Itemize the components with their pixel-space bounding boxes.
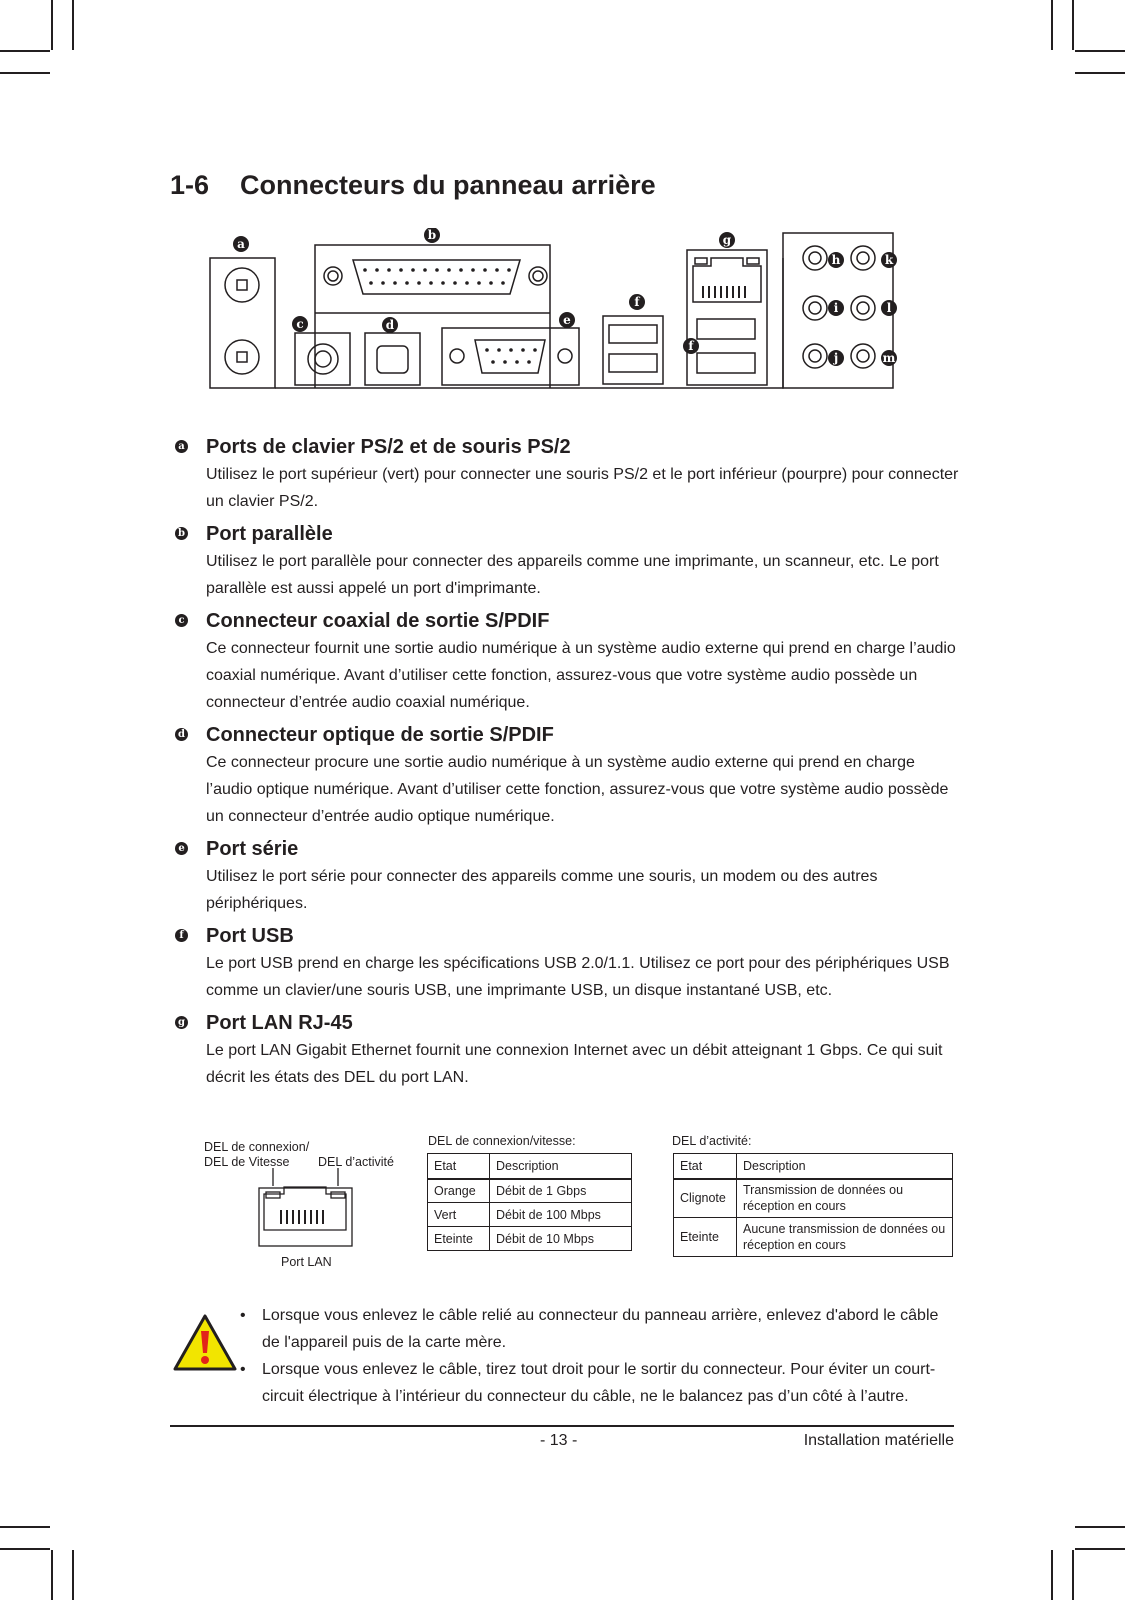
header-cell: Etat <box>674 1154 737 1179</box>
connector-sections <box>170 434 960 1097</box>
section-a <box>170 434 960 515</box>
activity-led-table <box>673 1153 953 1257</box>
bullet-icon: a <box>175 440 188 453</box>
parallel-port-icon <box>324 260 547 294</box>
warning-notes <box>240 1302 960 1410</box>
section-body: Ce connecteur procure une sortie audio numérique à un système audio externe qui prend en charge l’audio optique numérique. Avant d’utiliser cette fonction, assurez-vous que votre système audio possède un connecteur d’entrée audio optique numérique. <box>206 754 949 825</box>
svg-text:i: i <box>833 301 839 315</box>
table-cell: Orange <box>428 1179 490 1203</box>
svg-text:c: c <box>296 317 304 331</box>
section-body: Ce connecteur fournit une sortie audio numérique à un système audio externe qui prend en charge l’audio coaxial numérique. Avant d’utiliser cette fonction, assurez-vous que votre système audio possède un connecteur d’entrée audio coaxial numérique. <box>206 640 956 711</box>
svg-text:h: h <box>831 253 841 267</box>
label-b <box>424 228 440 243</box>
usb-ports-icon <box>603 316 663 384</box>
section-heading: Port LAN RJ-45 <box>206 1012 353 1034</box>
bullet-icon: b <box>175 527 188 540</box>
page-number: - 13 - <box>540 1432 578 1449</box>
warning-note: • Lorsque vous enlevez le câble relié au connecteur du panneau arrière, enlevez d'abord le câble de l'appareil puis de la carte mère. <box>240 1302 960 1356</box>
section-g <box>170 1010 960 1091</box>
bullet-icon: c <box>175 614 188 627</box>
activity-table-title: DEL d’activité: <box>672 1134 752 1148</box>
svg-text:a: a <box>237 237 245 251</box>
spdif-coaxial-icon <box>295 333 350 385</box>
svg-text:d: d <box>385 318 395 332</box>
svg-text:j: j <box>833 351 839 365</box>
table-row <box>428 1179 632 1203</box>
section-body: Utilisez le port supérieur (vert) pour connecter une souris PS/2 et le port inférieur (pourpre) pour connecter un clavier PS/2. <box>206 466 959 510</box>
cell-line: Aucune transmission de données ou <box>743 1222 946 1236</box>
footer-rule <box>170 1425 954 1427</box>
table-cell: Eteinte <box>428 1227 490 1251</box>
label-i <box>828 300 844 316</box>
svg-text:f: f <box>634 295 640 309</box>
cell-line: réception en cours <box>743 1199 846 1214</box>
label-k <box>881 252 897 268</box>
table-cell: Débit de 10 Mbps <box>490 1227 632 1251</box>
header-cell: Etat <box>428 1154 490 1179</box>
section-c <box>170 608 960 716</box>
table-row <box>674 1218 953 1257</box>
label-d <box>382 317 398 333</box>
bullet-icon: f <box>175 929 188 942</box>
table-cell: Vert <box>428 1203 490 1227</box>
bullet-icon: g <box>175 1016 188 1029</box>
svg-text:m: m <box>882 351 896 365</box>
speed-led-table <box>427 1153 632 1251</box>
svg-text:g: g <box>722 233 732 247</box>
lan-link-led-label-2: DEL de Vitesse <box>204 1155 290 1169</box>
header-cell: Description <box>490 1154 632 1179</box>
svg-text:l: l <box>886 301 892 315</box>
section-body: Le port USB prend en charge les spécifications USB 2.0/1.1. Utilisez ce port pour des périphériques USB comme un clavier/une souris USB, une imprimante USB, un disque instantané USB, etc. <box>206 955 950 999</box>
label-f2 <box>683 338 699 354</box>
section-heading: Connecteur coaxial de sortie S/PDIF <box>206 610 550 632</box>
table-row <box>674 1179 953 1218</box>
label-g <box>719 232 735 248</box>
table-cell: Clignote <box>674 1179 737 1218</box>
svg-text:e: e <box>563 313 571 327</box>
label-l <box>881 300 897 316</box>
section-heading: Port USB <box>206 925 294 947</box>
svg-text:f: f <box>688 339 694 353</box>
cell-line: réception en cours <box>743 1238 846 1252</box>
page-title: Connecteurs du panneau arrière <box>240 170 656 200</box>
serial-port-icon <box>442 328 579 385</box>
lan-activity-led-label: DEL d’activité <box>318 1155 394 1169</box>
table-row <box>428 1227 632 1251</box>
svg-text:b: b <box>427 228 437 242</box>
lan-link-led-label-1: DEL de connexion/ <box>204 1140 310 1154</box>
warning-triangle-icon <box>172 1313 238 1373</box>
bullet-icon: d <box>175 728 188 741</box>
speed-table-title: DEL de connexion/vitesse: <box>428 1134 576 1148</box>
section-body: Utilisez le port série pour connecter des appareils comme une souris, un modem ou des autres périphériques. <box>206 868 878 912</box>
section-heading: Port série <box>206 838 299 860</box>
section-body: Utilisez le port parallèle pour connecter des appareils comme une imprimante, un scanneur, etc. Le port parallèle est aussi appelé un port d'imprimante. <box>206 553 939 597</box>
table-cell: Eteinte <box>674 1218 737 1257</box>
lan-usb-stack-icon <box>687 250 767 385</box>
section-number: 1-6 <box>170 170 210 200</box>
table-cell <box>737 1179 953 1218</box>
spdif-optical-icon <box>365 333 420 385</box>
section-e <box>170 836 960 917</box>
section-b <box>170 521 960 602</box>
lan-port-caption: Port LAN <box>281 1255 332 1269</box>
table-header-row <box>674 1154 953 1179</box>
label-a <box>233 236 249 252</box>
section-body: Le port LAN Gigabit Ethernet fournit une connexion Internet avec un débit atteignant 1 Gbps. Ce qui suit décrit les états des DEL du port LAN. <box>206 1042 943 1086</box>
table-cell: Débit de 100 Mbps <box>490 1203 632 1227</box>
svg-text:k: k <box>884 253 894 267</box>
lan-port-icon <box>258 1168 353 1248</box>
ps2-mouse-port-icon <box>225 268 259 302</box>
section-f <box>170 923 960 1004</box>
label-h <box>828 252 844 268</box>
header-cell: Description <box>737 1154 953 1179</box>
table-row <box>428 1203 632 1227</box>
label-f <box>629 294 645 310</box>
chapter-name: Installation matérielle <box>803 1432 954 1449</box>
section-d <box>170 722 960 830</box>
table-header-row <box>428 1154 632 1179</box>
label-j <box>828 350 844 366</box>
table-cell <box>737 1218 953 1257</box>
section-heading: Connecteur optique de sortie S/PDIF <box>206 724 554 746</box>
section-heading: Ports de clavier PS/2 et de souris PS/2 <box>206 436 571 458</box>
ps2-keyboard-port-icon <box>225 340 259 374</box>
label-m <box>881 350 897 366</box>
table-cell: Débit de 1 Gbps <box>490 1179 632 1203</box>
label-c <box>292 316 308 332</box>
rear-panel-diagram <box>205 228 920 398</box>
bullet-icon: e <box>175 842 188 855</box>
warning-note: • Lorsque vous enlevez le câble, tirez tout droit pour le sortir du connecteur. Pour éviter un court-circuit électrique à l’intérieur du connecteur du câble, ne le balancez pas d’un côté à l’autre. <box>240 1356 960 1410</box>
label-e <box>559 312 575 328</box>
section-heading: Port parallèle <box>206 523 333 545</box>
cell-line: Transmission de données ou <box>743 1183 904 1198</box>
